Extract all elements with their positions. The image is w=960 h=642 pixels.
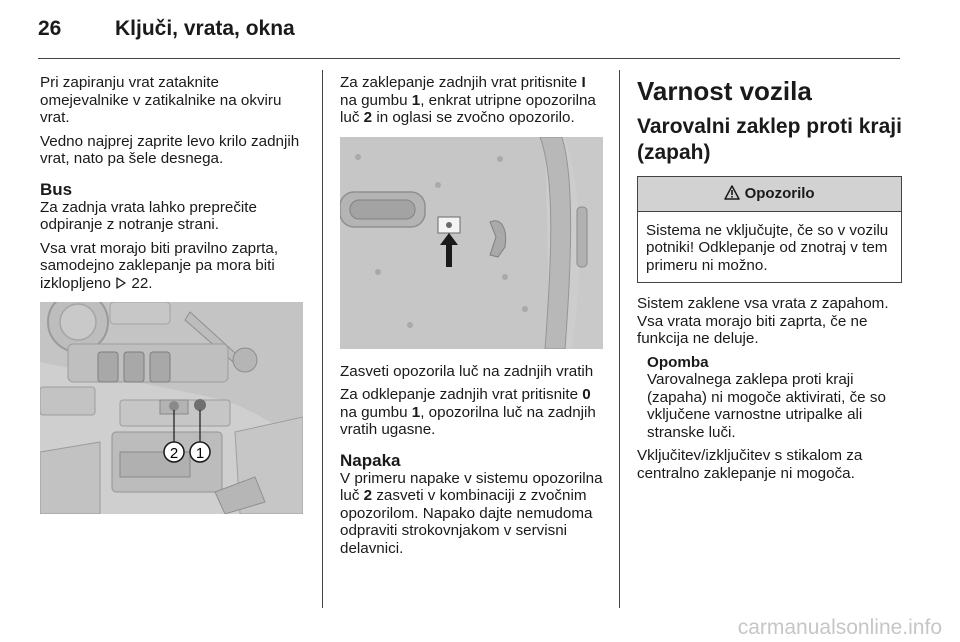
button-ref-1: 1 — [411, 403, 421, 421]
section-title: Varnost vozila — [637, 76, 812, 106]
fault-heading: Napaka — [340, 450, 401, 470]
caption-rear-door-lamp: Zasveti opozorila luč na zadnjih vratih — [340, 362, 594, 380]
paragraph-prevent-opening: Za zadnja vrata lahko preprečite odpiranje z notranje strani. — [40, 198, 257, 233]
warning-header — [638, 177, 901, 212]
watermark: carmanualsonline.info — [737, 616, 942, 639]
paragraph-deadlock: Sistem zaklene vsa vrata z zapahom. Vsa vrata morajo biti zaprta, če ne funkcija ne deluje. — [637, 295, 889, 347]
paragraph-requirements — [40, 240, 308, 293]
page-number: 26 — [38, 17, 62, 40]
rear-door-lamp-illustration — [340, 137, 603, 349]
button-unlock-symbol: 0 — [582, 386, 591, 403]
text-span: , opozorilna luč na zadnjih vratih ugasne. — [340, 403, 596, 438]
column-3 — [637, 74, 905, 488]
dashboard-switch-illustration — [40, 302, 303, 514]
column-divider-2 — [619, 70, 620, 608]
text-span: Za zaklepanje zadnjih vrat pritisnite — [340, 74, 582, 91]
bus-heading: Bus — [40, 179, 73, 199]
warning-text: Sistema ne vključujte, če so v vozilu potniki! Odklepanje od znotraj v tem primeru ni možno. — [646, 221, 889, 274]
note-block — [647, 354, 905, 442]
reference-arrow-icon — [115, 275, 127, 292]
requirements-text: Vsa vrat morajo biti pravilno zaprta, samodejno zaklepanje pa mora biti izklopljeno — [40, 239, 279, 292]
text-span: zasveti v kombinaciji z zvočnim opozorilom. Napako dajte nemudoma odpraviti strokovnjakom v servisni delavnici. — [340, 487, 593, 557]
text-span: na gumbu — [340, 403, 412, 421]
page-header-title: Ključi, vrata, okna — [115, 17, 295, 40]
warning-title: Opozorilo — [744, 185, 815, 202]
text-span: na gumbu — [340, 91, 412, 109]
button-lock-symbol: I — [581, 74, 586, 91]
paragraph-fault — [340, 470, 606, 558]
paragraph-locking — [340, 74, 606, 127]
subsection-title: Varovalni zaklep proti kraji (zapah) — [637, 115, 902, 164]
warning-triangle-icon — [724, 185, 740, 202]
note-text: Varovalnega zaklepa proti kraji (zapaha) ni mogoče aktivirati, če so vključene varnostne utripalke ali stranske luči. — [647, 371, 886, 441]
column-divider-1 — [322, 70, 323, 608]
callout-1: 1 — [195, 445, 205, 462]
text-span: in oglasi se zvočno opozorilo. — [372, 109, 575, 126]
paragraph-switch: Vključitev/izključitev s stikalom za centralno zaklepanje ni mogoča. — [637, 447, 863, 482]
lamp-ref-2: 2 — [363, 487, 373, 504]
callout-2: 2 — [169, 445, 179, 462]
text-span: V primeru napake v sistemu opozorilna luč — [340, 469, 603, 504]
warning-box — [637, 176, 902, 283]
paragraph-door-stops: Pri zapiranju vrat zataknite omejevalnike v zatikalnike na okviru vrat. — [40, 74, 282, 126]
text-span: Za odklepanje zadnjih vrat pritisnite — [340, 386, 583, 403]
note-heading: Opomba — [647, 353, 709, 371]
button-ref-1: 1 — [411, 91, 421, 109]
column-2 — [340, 74, 606, 563]
page-reference: 22. — [131, 274, 153, 292]
header-rule — [38, 58, 900, 59]
lamp-ref-2: 2 — [363, 109, 373, 126]
paragraph-unlocking — [340, 386, 606, 439]
paragraph-close-order: Vedno najprej zaprite levo krilo zadnjih vrat, nato pa šele desnega. — [40, 132, 300, 167]
text-span: , enkrat utripne opozorilna luč — [340, 91, 596, 126]
column-1 — [40, 74, 308, 528]
